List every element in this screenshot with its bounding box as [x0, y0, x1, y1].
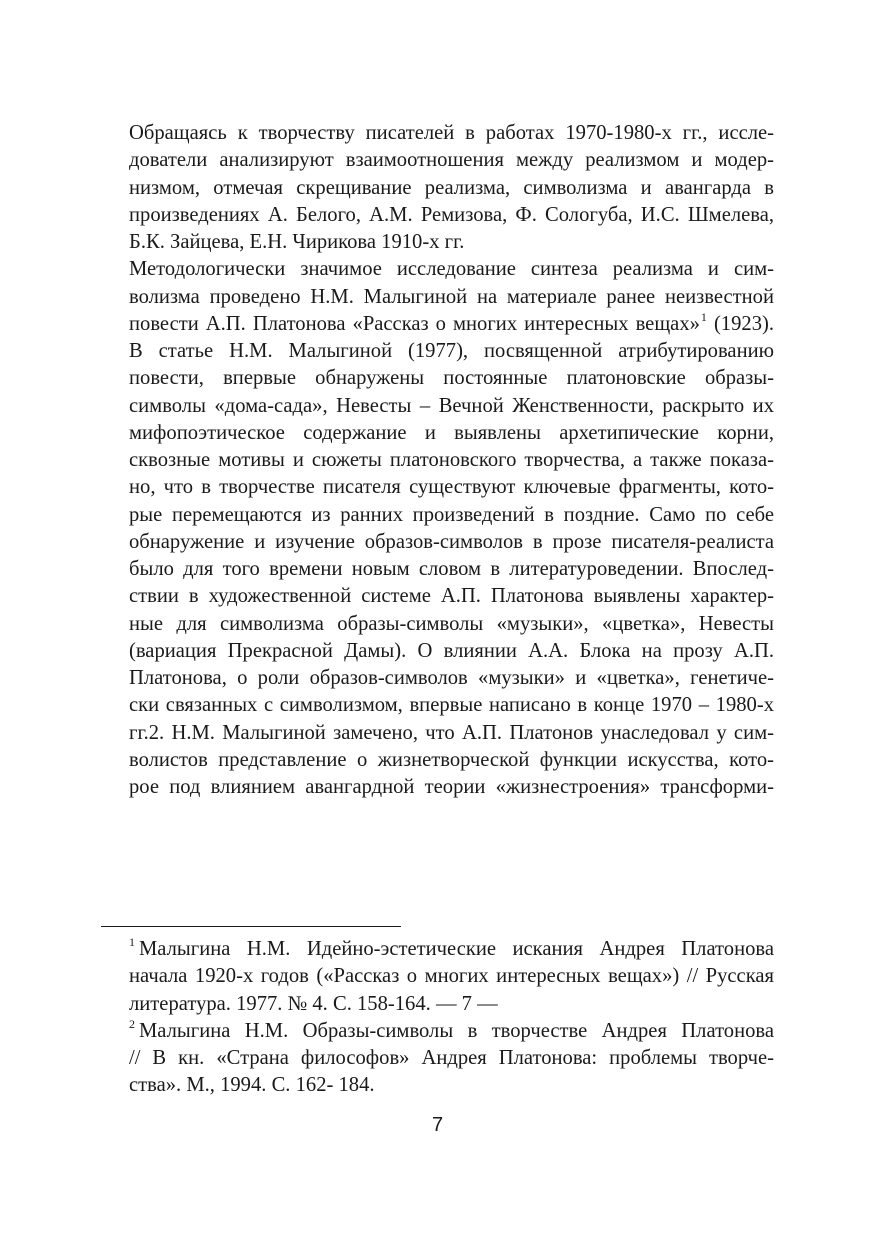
footnote-line [101, 936, 774, 963]
text-line: было для того времени новым словом в литературоведении. Впослед- [129, 558, 774, 580]
text-fragment: повести А.П. Платонова «Рассказ о многих интересных вещах» [129, 312, 700, 335]
text-fragment: Малыгина Н.М. Идейно-эстетические искания Андрея Платонова [139, 938, 774, 960]
text-line-with-footnote-ref [101, 311, 774, 338]
text-line: (вариация Прекрасной Дамы). О влиянии А.А. Блока на прозу А.П. [129, 639, 774, 662]
text-line: рые перемещаются из ранних произведений в поздние. Само по себе [129, 503, 774, 526]
text-line: В статье Н.М. Малыгиной (1977), посвященной атрибутированию [129, 340, 774, 362]
text-line: ные для символизма образы-символы «музыки», «цветка», Невесты [129, 612, 774, 635]
text-line: мифопоэтическое содержание и выявлены архетипические корни, [129, 421, 774, 444]
text-line: сквозные мотивы и сюжеты платоновского творчества, а также показа- [129, 449, 774, 471]
footnote-marker: 2 [129, 1016, 135, 1031]
footnote-reference: 1 [700, 309, 707, 324]
footnote-separator [101, 926, 401, 927]
footnote-marker: 1 [129, 935, 135, 949]
paragraph-2 [101, 256, 774, 338]
footnote-line: ства». М., 1994. С. 162- 184. [129, 1074, 375, 1097]
text-line: Обращаясь к творчеству писателей в работах 1970-1980-х гг., иссле- [129, 122, 774, 144]
footnote-line: начала 1920-х годов («Рассказ о многих интересных вещах») // Русская [129, 965, 774, 988]
footnote-line: литература. 1977. № 4. С. 158-164. — 7 — [129, 992, 498, 1015]
footnote-line: // В кн. «Страна философов» Андрея Платонова: проблемы творче- [129, 1047, 774, 1069]
text-line: ски связанных с символизмом, впервые написано в конце 1970 – 1980-х [129, 694, 774, 717]
footnotes [101, 936, 774, 1100]
text-line: Б.К. Зайцева, Е.Н. Чирикова 1910-х гг. [129, 231, 465, 253]
text-line: обнаружение и изучение образов-символов в прозе писателя-реалиста [129, 530, 774, 553]
text-line: низмом, отмечая скрещивание реализма, символизма и авангарда в [129, 176, 774, 199]
text-line: гг.2. Н.М. Малыгиной замечено, что А.П. Платонов унаследовал у сим- [129, 721, 774, 744]
footnote-1 [101, 936, 774, 1018]
body-text [101, 120, 774, 801]
text-line: ствии в художественной системе А.П. Платонова выявлены характер- [129, 585, 774, 608]
text-fragment: Малыгина Н.М. Образы-символы в творчестве Андрея Платонова [139, 1019, 774, 1042]
footnote-line [101, 1018, 774, 1045]
paragraph-1 [101, 120, 774, 256]
text-line: повести, впервые обнаружены постоянные платоновские образы- [129, 367, 774, 390]
text-line: Методологически значимое исследование синтеза реализма и сим- [129, 258, 774, 281]
page-number: 7 [431, 1114, 444, 1136]
text-line: волистов представление о жизнетворческой функции искусства, кото- [129, 748, 774, 771]
text-line: волизма проведено Н.М. Малыгиной на материале ранее неизвестной [129, 285, 774, 308]
text-line: символы «дома-сада», Невесты – Вечной Женственности, раскрыто их [129, 394, 774, 417]
text-line: дователи анализируют взаимоотношения между реализмом и модер- [129, 149, 774, 172]
text-line: но, что в творчестве писателя существуют ключевые фрагменты, кото- [129, 476, 774, 499]
footnote-2 [101, 1018, 774, 1100]
paragraph-3 [101, 338, 774, 801]
text-line: рое под влиянием авангардной теории «жизнестроения» трансформи- [129, 776, 774, 798]
text-line: Платонова, о роли образов-символов «музыки» и «цветка», генетиче- [129, 667, 774, 689]
text-fragment: (1923). [706, 312, 774, 335]
text-line: произведениях А. Белого, А.М. Ремизова, Ф. Сологуба, И.С. Шмелева, [129, 203, 774, 226]
